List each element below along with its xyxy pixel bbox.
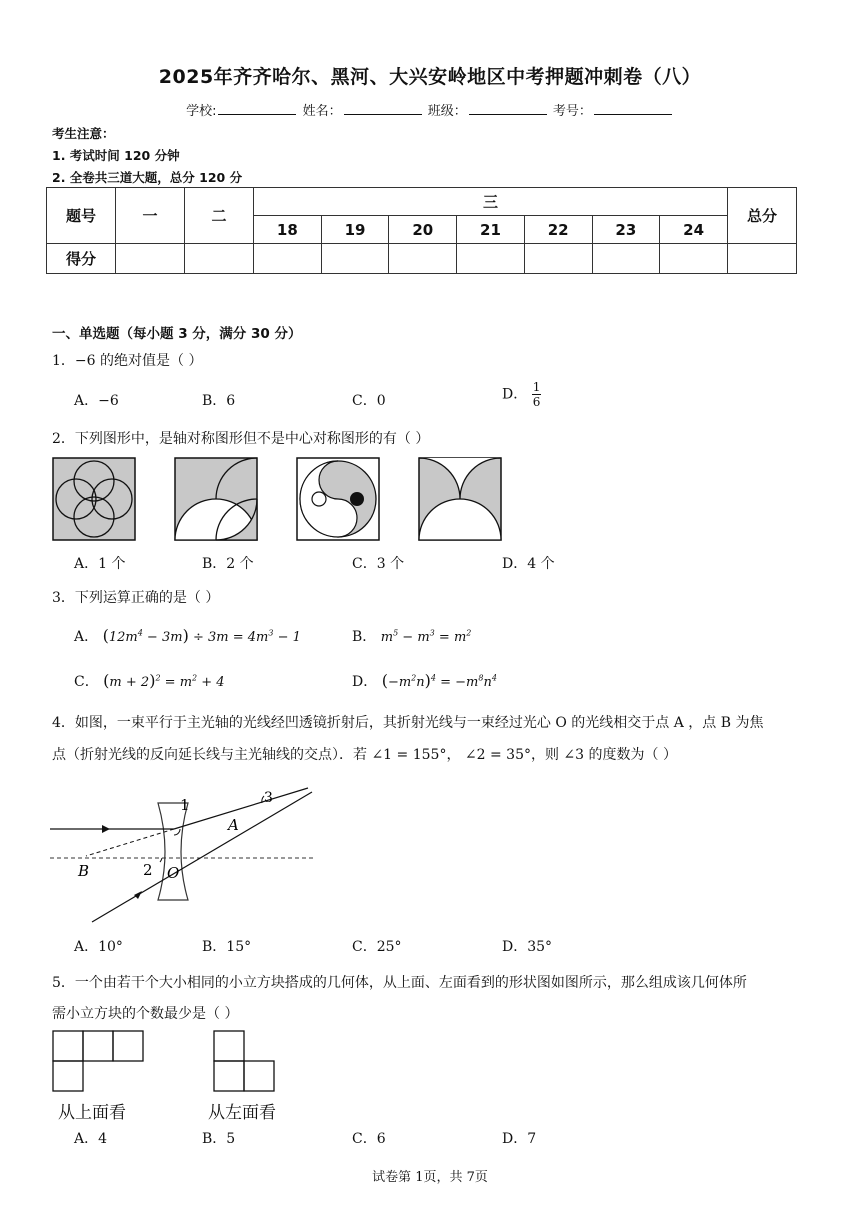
question-2-stem: 2．下列图形中，是轴对称图形但不是中心对称图形的有（ ） xyxy=(52,431,430,447)
angle-1-label: 1 xyxy=(180,796,190,814)
concave-lens-diagram xyxy=(50,770,320,930)
row-label-score: 得分 xyxy=(47,244,116,274)
question-5-stem-line-2: 需小立方块的个数最少是（ ） xyxy=(52,1006,239,1022)
question-3-stem: 3．下列运算正确的是（ ） xyxy=(52,590,220,606)
col-part-one: 一 xyxy=(116,188,185,244)
q5-option-c: C．6 xyxy=(352,1131,386,1147)
fraction xyxy=(532,380,542,409)
top-view-caption: 从上面看 xyxy=(58,1103,126,1123)
number-label: 考号： xyxy=(552,104,592,119)
q3-option-d xyxy=(352,671,497,691)
math-expression: $(12m^4 - 3m) \div 3m = 4m^3 - 1$ xyxy=(102,626,301,645)
q1-option-d-label: D． xyxy=(502,386,528,403)
col-24: 24 xyxy=(660,216,728,244)
q3-option-b-label: B． xyxy=(352,629,377,645)
name-blank[interactable] xyxy=(344,102,422,115)
angle-3-label: 3 xyxy=(264,790,273,806)
q1-option-a: A．−6 xyxy=(74,393,119,409)
number-blank[interactable] xyxy=(594,102,672,115)
figure-semicircle-square-icon xyxy=(418,457,502,541)
class-label: 班级： xyxy=(427,104,467,119)
score-cell[interactable] xyxy=(254,244,322,274)
math-expression: $(m + 2)^2 = m^2 + 4$ xyxy=(103,671,225,690)
point-b-label: B xyxy=(78,862,90,880)
col-22: 22 xyxy=(524,216,592,244)
note-item-1: 1. 考试时间 120 分钟 xyxy=(52,148,180,163)
q2-option-b: B．2 个 xyxy=(202,556,254,572)
question-1-stem: 1．−6 的绝对值是（ ） xyxy=(52,353,203,369)
col-20: 20 xyxy=(389,216,457,244)
col-part-three: 三 xyxy=(254,188,728,216)
col-19: 19 xyxy=(321,216,389,244)
col-part-two: 二 xyxy=(185,188,254,244)
fraction-denominator: 6 xyxy=(532,395,541,409)
score-table xyxy=(46,187,797,274)
col-23: 23 xyxy=(592,216,660,244)
name-label: 姓名： xyxy=(302,104,342,119)
q4-option-c: C．25° xyxy=(352,939,402,955)
q2-option-c: C．3 个 xyxy=(352,556,405,572)
page-title: 2025年齐齐哈尔、黑河、大兴安岭地区中考押题冲刺卷（八） xyxy=(158,66,702,88)
left-view-grid xyxy=(213,1030,275,1092)
q4-option-d: D．35° xyxy=(502,939,553,955)
col-21: 21 xyxy=(457,216,525,244)
q3-option-c-label: C． xyxy=(74,674,99,690)
figure-four-petal-icon xyxy=(52,457,136,541)
q2-option-d: D．4 个 xyxy=(502,556,555,572)
q1-option-c: C．0 xyxy=(352,393,386,409)
math-expression: $m^5 - m^3 = m^2$ xyxy=(380,628,472,645)
score-cell[interactable] xyxy=(185,244,254,274)
question-4-stem-line-1: 4．如图，一束平行于主光轴的光线经凹透镜折射后，其折射光线与一束经过光心 O 的光线相交于点 A ，点 B 为焦 xyxy=(52,715,764,731)
school-label: 学校: xyxy=(186,104,217,119)
col-total: 总分 xyxy=(728,188,797,244)
col-18: 18 xyxy=(254,216,322,244)
q4-option-b: B．15° xyxy=(202,939,252,955)
point-a-label: A xyxy=(228,816,239,834)
figure-arc-square-icon xyxy=(174,457,258,541)
score-cell[interactable] xyxy=(389,244,457,274)
score-cell[interactable] xyxy=(660,244,728,274)
q3-option-a xyxy=(74,626,301,646)
q5-option-d: D．7 xyxy=(502,1131,537,1147)
point-o-label: O xyxy=(167,864,180,882)
figure-yin-yang-icon xyxy=(296,457,380,541)
note-item-2: 2. 全卷共三道大题，总分 120 分 xyxy=(52,170,243,185)
score-cell[interactable] xyxy=(592,244,660,274)
student-info-fields xyxy=(0,100,860,119)
question-4-stem-line-2: 点（折射光线的反向延长线与主光轴线的交点）．若 ∠1 = 155°， ∠2 = 35°，则 ∠3 的度数为（ ） xyxy=(52,747,677,763)
score-cell[interactable] xyxy=(728,244,797,274)
school-blank[interactable] xyxy=(218,102,296,115)
q1-option-d xyxy=(502,380,541,409)
left-view-caption: 从左面看 xyxy=(208,1103,276,1123)
q3-option-b xyxy=(352,626,471,646)
section-heading: 一、单选题（每小题 3 分，满分 30 分） xyxy=(52,326,302,342)
q1-option-b: B．6 xyxy=(202,393,236,409)
class-blank[interactable] xyxy=(469,102,547,115)
q3-option-c xyxy=(74,671,225,691)
q5-option-b: B．5 xyxy=(202,1131,236,1147)
notes-heading: 考生注意： xyxy=(52,126,115,141)
score-cell[interactable] xyxy=(457,244,525,274)
q3-option-d-label: D． xyxy=(352,674,378,690)
page-footer: 试卷第 1页，共 7页 xyxy=(372,1170,488,1185)
row-label-question: 题号 xyxy=(47,188,116,244)
q2-option-a: A．1 个 xyxy=(74,556,126,572)
question-5-stem-line-1: 5．一个由若干个大小相同的小立方块搭成的几何体，从上面、左面看到的形状图如图所示，那么组成该几何体所 xyxy=(52,975,747,991)
math-expression: $(-m^2n)^4 = -m^8n^4$ xyxy=(381,671,497,690)
top-view-grid xyxy=(52,1030,144,1092)
q3-option-a-label: A． xyxy=(74,629,99,645)
q4-option-a: A．10° xyxy=(74,939,123,955)
score-cell[interactable] xyxy=(524,244,592,274)
score-cell[interactable] xyxy=(321,244,389,274)
q5-option-a: A．4 xyxy=(74,1131,108,1147)
score-cell[interactable] xyxy=(116,244,185,274)
angle-2-label: 2 xyxy=(143,861,153,879)
fraction-numerator: 1 xyxy=(532,380,541,394)
